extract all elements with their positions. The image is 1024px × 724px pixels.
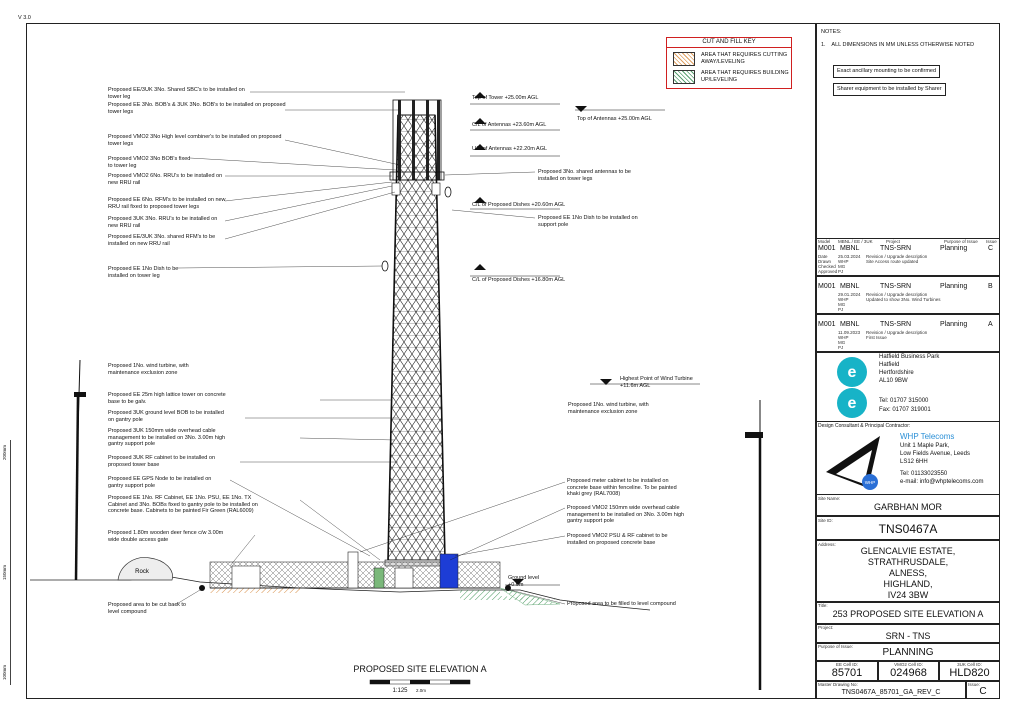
note-wind-turbine-right: Proposed 1No. wind turbine, with maintenance exclusion zone [568,402,649,415]
fill-key-text: AREA THAT REQUIRES BUILDING UP/LEVELING [701,70,789,83]
rev-a-project: TNS-SRN [880,321,912,328]
scale-label: 1:125 [392,688,408,694]
note-ee-cabinets: Proposed EE 1No. RF Cabinet, EE 1No. PSU, EE 1No. TX Cabinet and 3No. BOBs fixed to gantry pole to be installed on concrete base. Cabinets to be painted Fir Green (RAL6009) [108,495,258,514]
cut-fill-key [666,37,792,89]
consultant-address-3: LS12 6HH [900,459,928,465]
dish-upper [445,187,451,197]
drawing-title-block: 253 PROPOSED SITE ELEVATION A [832,609,984,619]
level-cl-dishes-lower: C/L of Proposed Dishes +16.80m AGL [472,277,566,283]
ruler-label-200: 200mm [2,445,7,461]
site-address-label: Address: [818,542,836,547]
notes-title: NOTES: [821,29,842,35]
rev-header-model: Model [818,239,831,244]
consultant-label: Design Consultant & Principal Contractor: [818,423,911,429]
note-3uk-rf-cabinet: Proposed 3UK RF cabinet to be installed on proposed tower base [108,455,216,468]
note-3uk-cable: Proposed 3UK 150mm wide overhead cable management to be installed on 3No. 3.00m high gantry support pole [108,428,226,447]
rev-a-purpose: Planning [940,321,968,328]
ee-cabinet [374,568,384,588]
level-top-of-antennas: Top of Antennas +25.00m AGL [577,116,652,122]
rev-c-date: 25.03.2024 [838,254,861,259]
ruler-label-100: 100mm [2,665,7,681]
consultant-name: WHP Telecoms [900,432,955,441]
rev-c-drawn-label: Drawn [818,259,832,264]
drawing-number: TNS0467A_85701_GA_REV_C [841,689,941,696]
drawing-number-label: Master Drawing No: [818,682,858,687]
rev-b-project: TNS-SRN [880,283,912,290]
whp-logo [822,432,884,490]
note-shared-rfms: Proposed EE/3UK 3No. shared RFM's to be installed on new RRU rail [108,234,216,247]
note-ee-gps: Proposed EE GPS Node to be installed on gantry support pole [108,476,212,489]
rev-a-desc: Revision / Upgrade description First Issue [866,330,928,340]
rev-b-drawn: WHP [838,297,849,302]
rev-c-checked-label: Checked [818,264,836,269]
rev-a-approved: PJ [838,345,844,350]
scale-mark: 2.0m [416,688,427,693]
cut-key-text: AREA THAT REQUIRES CUTTING AWAY/LEVELING [701,52,788,65]
scale-bar [370,680,470,684]
dish-lower [382,261,388,271]
level-wind-turbine: Highest Point of Wind Turbine +11.6m AGL [620,376,693,389]
client-address-4: AL10 9BW [879,378,908,384]
note-shared-antennas: Proposed 3No. shared antennas to be installed on tower legs [538,169,631,182]
wind-turbine-right [745,400,763,690]
note-vmo2-bobs: Proposed VMO2 3No BOB's fixed to tower leg [108,156,191,169]
meter-cabinet [348,552,358,588]
rev-header-project: Project [886,239,901,244]
level-ground: Ground level +0.0m [508,575,540,588]
project-label: Project: [818,625,834,630]
title-label: Title: [818,603,828,608]
drawing-title: PROPOSED SITE ELEVATION A [353,664,487,674]
key-title: CUT AND FILL KEY [667,38,791,48]
rev-c-checked: MG [838,264,846,269]
rev-b-issue: B [988,283,993,290]
note-lattice-tower: Proposed EE 25m high lattice tower on concrete base to be galv. [108,392,226,405]
3uk-rf-cabinet [395,568,413,588]
rev-c-approved: PJ [838,269,844,274]
rev-b-model: M001 [818,283,836,290]
level-us-antennas: U/S of Antennas +22.20m AGL [472,146,548,152]
site-id: TNS0467A [878,522,938,536]
site-name: GARBHAN MOR [873,502,942,512]
rev-a-issue: A [988,321,993,328]
consultant-tel: Tel: 01133023550 [900,471,948,477]
level-top-of-tower: Top of Tower +25.00m AGL [472,95,539,101]
rev-a-date: 11.09.2023 [838,330,861,335]
consultant-address-2: Low Fields Avenue, Leeds [900,451,970,457]
note-3uk-rrus: Proposed 3UK 3No. RRU's to be installed on new RRU rail [108,216,218,229]
rev-c-project: TNS-SRN [880,245,912,252]
level-cl-dishes-upper: C/L of Proposed Dishes +20.60m AGL [472,202,566,208]
rev-header-purpose: Purpose of Issue [944,239,978,244]
rev-b-mbnl: MBNL [840,283,860,290]
rev-c-approved-label: Approved [818,269,838,274]
level-cl-antennas: C/L of Antennas +23.60m AGL [472,122,547,128]
version-label: V 3.0 [18,15,31,21]
rev-c-date-label: Date [818,254,828,259]
note-vmo2-combiners: Proposed VMO2 3No High level combiner's to be installed on proposed tower legs [108,134,282,147]
note-deer-fence: Proposed 1.80m wooden deer fence c/w 3.00m wide double access gate [108,530,224,543]
site-address-2: STRATHRUSDALE, [867,557,949,567]
note-meter-cabinet: Proposed meter cabinet to be installed on concrete base within fenceline. To be painted khaki grey (RAL7008) [567,478,677,497]
rev-a-model: M001 [818,321,836,328]
note-ee-3uk-bobs: Proposed EE 3No. BOB's & 3UK 3No. BOB's to be installed on proposed tower legs [108,102,286,115]
rev-b-purpose: Planning [940,283,968,290]
project-value: SRN - TNS [885,631,931,641]
purpose-label: Purpose of Issue: [818,644,854,649]
purpose-value: PLANNING [882,647,934,658]
fill-swatch [673,70,695,84]
rev-header-issue: Issue [986,239,997,244]
client-address-3: Hertfordshire [879,370,914,376]
site-address-4: HIGHLAND, [883,579,933,589]
note-vmo2-rrus: Proposed VMO2 6No. RRU's to be installed on new RRU rail [108,173,223,186]
rev-header-mbnl: MBNL / EE / 3UK [838,239,873,244]
rev-c-issue: C [988,245,994,252]
notes-box-sharer: Sharer equipment to be installed by Sharer [833,83,946,96]
note-shared-sbc: Proposed EE/3UK 3No. Shared SBC's to be installed on tower leg [108,87,245,100]
issue-value: C [979,686,987,697]
note-ee-rfms: Proposed EE 6No. RFM's to be installed on new RRU rail fixed to proposed tower legs [108,197,226,210]
svg-text:e: e [847,364,857,381]
rev-c-drawn: WHP [838,259,849,264]
rev-a-checked: MG [838,340,846,345]
consultant-email: e-mail: info@whptelecoms.com [900,479,984,485]
vmo2-cell-id-label: VMO2 Cell ID: [894,662,923,667]
note-3uk-bob: Proposed 3UK ground level BOB to be installed on gantry pole [108,410,224,423]
svg-text:e: e [847,395,857,412]
rev-c-purpose: Planning [940,245,968,252]
rev-c-desc: Revision / Upgrade description Site Access route updated [866,254,928,264]
gate [232,566,260,588]
client-address-1: Hatfield Business Park [879,354,940,360]
note-area-fill: Proposed area to be filled to level compound [567,601,676,607]
vmo2-cell-id: 024968 [890,667,927,679]
ee-logo [828,356,876,420]
ee-cell-id-label: EE Cell ID: [835,662,858,667]
rev-b-date: 29.01.2024 [838,292,861,297]
client-tel: Tel: 01707 315000 [879,398,929,404]
rev-c-mbnl: MBNL [840,245,860,252]
rev-b-desc: Revision / Upgrade description Updated to show 3No. Wind Turbines [866,292,941,302]
client-address-2: Hatfield [879,362,900,368]
rev-a-mbnl: MBNL [840,321,860,328]
note-area-cut: Proposed area to be cut back to level compound [108,602,186,615]
whp-logo-text: WHP [864,480,876,485]
3uk-cell-id-label: 3UK Cell ID: [957,662,982,667]
rev-c-model: M001 [818,245,836,252]
ruler-label-150: 150mm [2,565,7,581]
rev-b-approved: PJ [838,307,844,312]
note-ee-dish-pole: Proposed EE 1No Dish to be installed on support pole [538,215,638,228]
site-id-label: Site ID: [818,518,833,523]
issue-label: Issue: [968,682,981,687]
rev-b-checked: MG [838,302,846,307]
note-vmo2-psu-rf: Proposed VMO2 PSU & RF cabinet to be installed on proposed concrete base [567,533,668,546]
consultant-address-1: Unit 1 Maple Park, [900,443,950,449]
rock-label: Rock [135,569,149,575]
3uk-cell-id: HLD820 [949,667,990,679]
cut-swatch [673,52,695,66]
revision-table [816,238,1000,353]
site-address-3: ALNESS, [888,568,928,578]
note-wind-turbine-left: Proposed 1No. wind turbine, with maintenance exclusion zone [108,363,189,376]
note-ee-dish-leg: Proposed EE 1No Dish to be installed on tower leg [108,266,179,279]
note-vmo2-cable: Proposed VMO2 150mm wide overhead cable management to be installed on 3No. 3.00m high gantry support pole [567,505,685,524]
notes-box-ancillary: Exact ancillary mounting to be confirmed [833,65,940,78]
leader-lines [175,92,565,605]
wind-turbine-left [74,360,86,580]
site-address-1: GLENCALVIE ESTATE, [860,546,956,556]
client-fax: Fax: 01707 319001 [879,407,931,413]
vmo2-cabinet [440,554,458,588]
rev-a-drawn: WHP [838,335,849,340]
ee-cell-id: 85701 [831,667,863,679]
site-name-label: Site Name: [818,496,841,501]
site-address-5: IV24 3BW [887,590,929,600]
notes-item-1: 1. ALL DIMENSIONS IN MM UNLESS OTHERWISE NOTED [821,42,975,48]
